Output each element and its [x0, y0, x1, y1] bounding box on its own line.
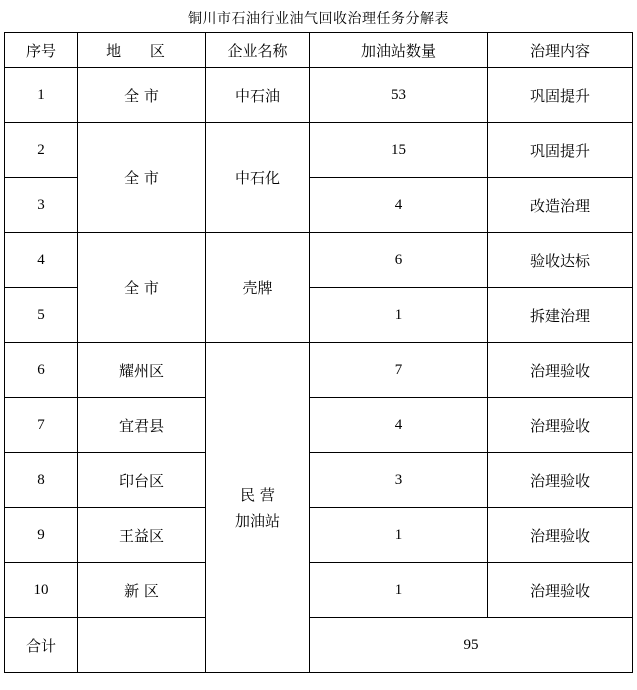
cell-seq: 7: [5, 398, 78, 453]
table-row: [5, 453, 633, 508]
task-table: [4, 32, 633, 673]
cell-region: 新 区: [78, 563, 206, 618]
cell-company: 壳牌: [206, 233, 310, 343]
cell-content: 治理验收: [488, 398, 633, 453]
cell-content: 治理验收: [488, 343, 633, 398]
total-stations: 95: [310, 618, 633, 673]
total-region-empty: [78, 618, 206, 673]
total-label: 合计: [5, 618, 78, 673]
cell-stations: 4: [310, 178, 488, 233]
cell-content: 验收达标: [488, 233, 633, 288]
cell-stations: 53: [310, 68, 488, 123]
header-content: 治理内容: [488, 33, 633, 68]
cell-stations: 4: [310, 398, 488, 453]
table-row: [5, 508, 633, 563]
cell-stations: 15: [310, 123, 488, 178]
table-row: [5, 233, 633, 288]
company-line1: 民 营: [240, 485, 275, 504]
cell-region: 王益区: [78, 508, 206, 563]
cell-content: 治理验收: [488, 563, 633, 618]
cell-region: 印台区: [78, 453, 206, 508]
table-row: [5, 398, 633, 453]
cell-region: 耀州区: [78, 343, 206, 398]
cell-company: [206, 343, 310, 673]
cell-stations: 7: [310, 343, 488, 398]
cell-content: 巩固提升: [488, 68, 633, 123]
cell-region: 全 市: [78, 123, 206, 233]
cell-content: 治理验收: [488, 508, 633, 563]
header-company: 企业名称: [206, 33, 310, 68]
table-row: [5, 123, 633, 178]
cell-content: 治理验收: [488, 453, 633, 508]
total-row: [5, 618, 633, 673]
cell-seq: 6: [5, 343, 78, 398]
table-title: 铜川市石油行业油气回收治理任务分解表: [188, 11, 449, 27]
cell-seq: 3: [5, 178, 78, 233]
cell-stations: 3: [310, 453, 488, 508]
cell-stations: 6: [310, 233, 488, 288]
cell-seq: 2: [5, 123, 78, 178]
table-row: [5, 563, 633, 618]
cell-region: 全 市: [78, 68, 206, 123]
header-stations: 加油站数量: [310, 33, 488, 68]
cell-company: 中石油: [206, 68, 310, 123]
cell-seq: 4: [5, 233, 78, 288]
cell-stations: 1: [310, 563, 488, 618]
header-seq: 序号: [5, 33, 78, 68]
cell-region: 宜君县: [78, 398, 206, 453]
table-row: [5, 68, 633, 123]
cell-stations: 1: [310, 508, 488, 563]
cell-stations: 1: [310, 288, 488, 343]
cell-seq: 1: [5, 68, 78, 123]
cell-seq: 5: [5, 288, 78, 343]
cell-seq: 10: [5, 563, 78, 618]
cell-content: 巩固提升: [488, 123, 633, 178]
table-row: [5, 343, 633, 398]
cell-seq: 9: [5, 508, 78, 563]
header-region: 地 区: [78, 33, 206, 68]
cell-content: 拆建治理: [488, 288, 633, 343]
company-line2: 加油站: [234, 511, 280, 530]
cell-seq: 8: [5, 453, 78, 508]
cell-content: 改造治理: [488, 178, 633, 233]
cell-company: 中石化: [206, 123, 310, 233]
cell-region: 全 市: [78, 233, 206, 343]
header-row: [5, 33, 633, 68]
